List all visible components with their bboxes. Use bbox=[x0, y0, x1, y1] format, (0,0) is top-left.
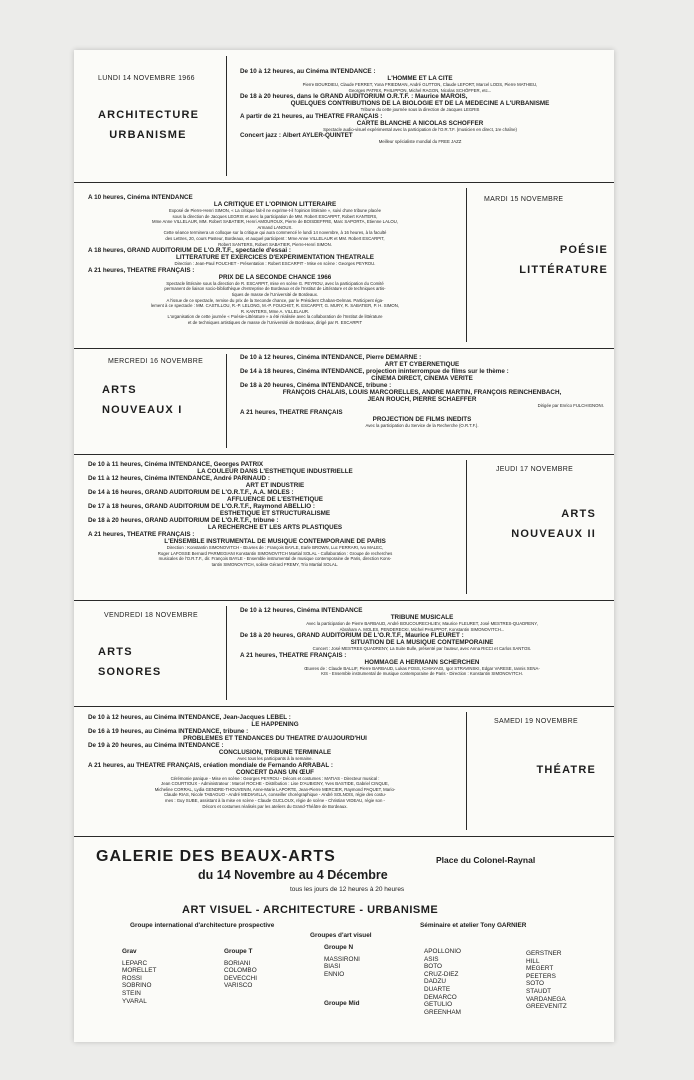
day-program bbox=[88, 194, 462, 326]
group-grav bbox=[122, 948, 156, 1005]
day-program bbox=[240, 607, 604, 677]
artist-name: DADZU bbox=[424, 978, 447, 986]
program-time-line: De 10 à 11 heures, Cinéma INTENDANCE, Georges PATRIX bbox=[88, 461, 264, 468]
program-details: Direction : Jean-Paul FOUCHET - Présentation : Robert ESCARPIT - Mise en scène : Georges PEYROU. bbox=[174, 261, 376, 267]
group-name: Groupe Mid bbox=[324, 1000, 360, 1007]
program-time-line: A 21 heures, au THEATRE FRANÇAIS, création mondiale de Fernando ARRABAL : bbox=[88, 761, 333, 769]
program-time-line: De 10 à 12 heures, au Cinéma INTENDANCE : bbox=[240, 68, 376, 75]
day-date: JEUDI 17 NOVEMBRE bbox=[496, 466, 574, 473]
column-divider bbox=[226, 56, 227, 176]
group-member: VARISCO bbox=[224, 982, 253, 990]
day-tuesday bbox=[74, 182, 614, 349]
artist-name: APOLLONIO bbox=[424, 948, 461, 955]
program-time-line: De 19 à 20 heures, au Cinéma INTENDANCE : bbox=[88, 742, 224, 749]
program-time-line: De 11 à 12 heures, Cinéma INTENDANCE, André PARINAUD : bbox=[88, 475, 270, 482]
program-event-title: QUELQUES CONTRIBUTIONS DE LA BIOLOGIE ET DE LA MEDECINE A L'URBANISME bbox=[290, 100, 550, 108]
program-details: Robert SANTERS, Robert SABATIER, Pierre-Henri SIMON. bbox=[218, 241, 332, 247]
day-date: MARDI 15 NOVEMBRE bbox=[484, 196, 564, 203]
program-details: A l'issue de ce spectacle, remise du prix de la Seconde chance, par le Président Chaban-Delmas. Participent éga- bbox=[166, 297, 384, 303]
day-title-line: SONORES bbox=[98, 666, 162, 678]
program-details: Abraham A. MOLES, PENDERECKI, Michel PHILIPPOT, Konstantin SIMONOVITCH... bbox=[339, 626, 505, 632]
day-friday bbox=[74, 600, 614, 707]
program-details: Meilleur spécialiste mondial du FREE JAZZ bbox=[378, 139, 462, 145]
program-note: Dirigée par Enrico FULCHIGNONI. bbox=[537, 403, 604, 408]
artist-name: ASIS bbox=[424, 955, 439, 963]
artist-name: DUARTE bbox=[424, 985, 451, 993]
program-details: Spectacle audio-visuel expérimental avec la participation de l'O.R.T.F. (musicien en direct, 1re chaîne) bbox=[323, 126, 517, 132]
day-title-line: LITTÉRATURE bbox=[519, 264, 608, 276]
program-time-line: De 10 à 12 heures, Cinéma INTENDANCE bbox=[240, 607, 363, 614]
day-wednesday bbox=[74, 348, 614, 455]
gallery-hours: tous les jours de 12 heures à 20 heures bbox=[290, 886, 405, 893]
gallery-theme: ART VISUEL - ARCHITECTURE - URBANISME bbox=[182, 904, 439, 916]
program-details: Mme Anne VILLELAUR, MM. Robert SABATIER, Henri AMOUROUX, Pierre de BOISDEFFRE, Marc SAPORTA, Etienne LALOU, bbox=[152, 219, 398, 225]
program-details: Avec la participation de Pierre BARBAUD, André BOUCOURECHLIEV, Maurice FLEURET, José MESTRES-QUADRENY, bbox=[306, 621, 538, 626]
program-time-line: De 18 à 20 heures, Cinéma INTENDANCE, tribune : bbox=[240, 382, 392, 389]
program-time-line: De 10 à 12 heures, Cinéma INTENDANCE, Pierre DEMARNE : bbox=[240, 354, 422, 361]
program-details: Avec la participation du Service de la Recherche (O.R.T.F.). bbox=[365, 422, 479, 428]
program-event-title: CONCERT DANS UN ŒUF bbox=[235, 768, 314, 776]
day-title-line: ARTS bbox=[98, 646, 133, 658]
group-name: Groupe N bbox=[324, 944, 354, 951]
artist-name: STAUDT bbox=[526, 987, 552, 995]
group-member: DEVECCHI bbox=[224, 974, 258, 982]
group-member: MORELLET bbox=[122, 967, 157, 975]
column-divider bbox=[466, 460, 467, 594]
day-title-line: NOUVEAUX II bbox=[511, 528, 596, 540]
group-name: Groupe T bbox=[224, 948, 253, 955]
program-details: Micheline CORRAL, Lydia GENDRE-THOUVENIN, Anne-Marie LAPORTE, Jean-Pierre MERCIER, Raymond PAQUET, Mario- bbox=[154, 786, 396, 792]
program-details: Roger LAFOSSE Bernard PARMEGIANI Konstantin SIMONOVITCH Martial SOLAL - Collaboration : Groupe de recherches bbox=[157, 550, 393, 556]
program-event-title: FRANÇOIS CHALAIS, LOUIS MARCORELLES, ANDRE MARTIN, FRANÇOIS REINCHENBACH, bbox=[282, 389, 562, 396]
group-member: ROSSI bbox=[122, 974, 142, 982]
group-member: LEPARC bbox=[122, 959, 148, 967]
groups-heading: Groupes d'art visuel bbox=[310, 932, 372, 939]
program-details: Œuvres de : Claude BALLIF, Pierre BARBAUD, Lukas FOSS, ICHIAYAGI, Igor STRAVINSKI, Edgar VARESE, Iannis XENA- bbox=[304, 665, 540, 671]
program-event-title: LA RECHERCHE ET LES ARTS PLASTIQUES bbox=[207, 524, 343, 531]
day-title-line: URBANISME bbox=[109, 129, 187, 141]
program-details: Georges PATRIX, PHILIPPON, Michel RAGON, Nicolas SCHÖFFER, etc... bbox=[348, 87, 492, 93]
artist-name: MEGERT bbox=[526, 965, 554, 973]
group-member: MASSIRONI bbox=[324, 955, 360, 963]
program-event-title: LITTÉRATURE ET EXERCICES D'EXPÉRIMENTATION THÉATRALE bbox=[176, 254, 374, 262]
group-member: SOBRINO bbox=[122, 982, 152, 990]
program-time-line: A 21 heures, THEATRE FRANÇAIS bbox=[240, 408, 343, 416]
program-details: Décors et costumes réalisés par les ateliers du Grand-Théâtre de Bordeaux. bbox=[202, 803, 348, 809]
group-n bbox=[324, 944, 360, 978]
day-program bbox=[88, 714, 462, 809]
program-details: L'organisation de cette journée « Poésie-Littérature » a été réalisée avec la collaboration de l'Institut de littérature bbox=[167, 314, 383, 320]
artist-name: PEETERS bbox=[526, 972, 556, 980]
program-details: Armand LANOUX. bbox=[257, 224, 293, 230]
program-time-line: A partir de 21 heures, au THEATRE FRANÇAIS : bbox=[240, 112, 383, 120]
day-title-line: ARCHITECTURE bbox=[98, 109, 200, 121]
artist-name: CRUZ-DIEZ bbox=[424, 970, 459, 978]
gallery-subtitle-right: Séminaire et atelier Tony GARNIER bbox=[420, 922, 527, 929]
program-time-line: De 18 à 20 heures, GRAND AUDITORIUM DE L'O.R.T.F., Maurice FLEURET : bbox=[240, 632, 464, 640]
artist-name: HILL bbox=[526, 957, 540, 965]
gallery-name: GALERIE DES BEAUX-ARTS bbox=[96, 848, 336, 865]
gallery-place: Place du Colonel-Raynal bbox=[436, 855, 536, 865]
gallery-section bbox=[74, 838, 614, 1042]
program-event-title: ESTHETIQUE ET STRUCTURALISME bbox=[219, 510, 331, 517]
program-event-title: PROBLEMES ET TENDANCES DU THEATRE D'AUJOURD'HUI bbox=[183, 735, 367, 742]
day-monday bbox=[74, 50, 614, 183]
group-mid bbox=[324, 1000, 360, 1008]
program-event-title: CINEMA DIRECT, CINEMA VERITE bbox=[371, 375, 473, 382]
program-time-line: A 10 heures, Cinéma INTENDANCE bbox=[88, 194, 193, 201]
program-time-line: A 18 heures, GRAND AUDITORIUM DE L'O.R.T.F., spectacle d'essai : bbox=[88, 247, 291, 255]
program-event-title: L'HOMME ET LA CITE bbox=[387, 75, 453, 82]
program-details: Cérémonie panique - Mise en scène : Georges PEYROU - Décors et costumes : MATIAS - Directeur musical : bbox=[170, 775, 380, 781]
day-title-line: ARTS bbox=[102, 384, 137, 396]
day-saturday bbox=[74, 706, 614, 837]
artist-list-b bbox=[526, 950, 567, 1011]
program-event-title: L'ENSEMBLE INSTRUMENTAL DE MUSIQUE CONTEMPORAINE DE PARIS bbox=[164, 538, 386, 545]
day-title-line: POÉSIE bbox=[559, 244, 608, 256]
program-event-title: LA COULEUR DANS L'ESTHETIQUE INDUSTRIELLE bbox=[197, 468, 353, 475]
program-event-title: PROJECTION DE FILMS INEDITS bbox=[372, 415, 472, 423]
program-event-title: HOMMAGE A HERMANN SCHERCHEN bbox=[364, 658, 480, 666]
program-details: Spectacle littéraire sous la direction de R. ESCARPIT, mise en scène G. PEYROU, avec la participation du Comité bbox=[166, 280, 384, 286]
program-details: et de techniques artistiques de masse de l'Université de Bordeaux, dirigé par R. ESCARPIT bbox=[187, 319, 363, 325]
program-details: lement à ce spectacle : MM. CASTILLOU, R.-P. LELONG, M.-P. FOUCHET, R. ESCARPIT, G. MURY, R. SABATIER, P. H. SIMON, bbox=[150, 303, 400, 309]
program-details: R. KANTERS, Mme A. VILLELAUR. bbox=[240, 308, 310, 314]
group-member: YVARAL bbox=[122, 997, 147, 1005]
program-time-line: De 16 à 19 heures, au Cinéma INTENDANCE, tribune : bbox=[88, 728, 249, 735]
day-program bbox=[240, 68, 600, 145]
program-event-title: CONCLUSION, TRIBUNE TERMINALE bbox=[218, 749, 332, 756]
program-details: musicales de l'O.R.T.F., dir. François BAYLE - Ensemble instrumental de musique contemporaine de Paris, direction Kons- bbox=[158, 556, 392, 562]
program-details: Concert : José MESTRES QUADRENY, La Suite Bulle, présenté par l'auteur, avec Anna RICCI et Carlos SANTOS. bbox=[312, 646, 532, 652]
column-divider bbox=[226, 354, 227, 448]
program-details: Cette séance terminera un colloque sur la critique qui aura commencé le lundi 14 novembre, à 16 heures, à la faculté bbox=[163, 230, 387, 236]
day-date: LUNDI 14 NOVEMBRE 1966 bbox=[98, 75, 195, 82]
program-event-title: LA CRITIQUE ET L'OPINION LITTERAIRE bbox=[213, 201, 337, 208]
artist-name: SOTO bbox=[526, 980, 544, 988]
artist-name: GETULIO bbox=[424, 1001, 453, 1009]
program-time-line: De 14 à 16 heures, GRAND AUDITORIUM DE L'O.R.T.F., A.A. MOLES : bbox=[88, 489, 294, 496]
program-event-title: ART ET CYBERNETIQUE bbox=[384, 361, 460, 368]
program-time-line: De 18 à 20 heures, GRAND AUDITORIUM DE L'O.R.T.F., tribune : bbox=[88, 517, 279, 524]
artist-name: DEMARCO bbox=[424, 993, 457, 1001]
program-details: tiques de masse de l'Université de Bordeaux. bbox=[231, 291, 319, 297]
program-details: Jean COURTIOUX - Administrateur : Marcel ROCHE - Distribution : Lise D'AUBIGNY, Yves BASTIDE, Gabriel CINQUE, bbox=[161, 781, 389, 787]
program-details: sous la direction de Jacques LEGRIS et avec la participation de MM. Robert ESCARPIT, Robert KANTERS, bbox=[172, 213, 378, 219]
program-event-title: PRIX DE LA SECONDE CHANCE 1966 bbox=[218, 273, 332, 281]
program-time-line: De 17 à 18 heures, GRAND AUDITORIUM DE L'O.R.T.F., Raymond ABELLIO : bbox=[88, 503, 315, 510]
program-event-title: ART ET INDUSTRIE bbox=[245, 482, 305, 489]
day-date: SAMEDI 19 NOVEMBRE bbox=[494, 718, 578, 725]
program-event-title: JEAN ROUCH, PIERRE SCHAEFFER bbox=[367, 396, 477, 403]
program-sheet bbox=[74, 50, 614, 1042]
program-details: des Lettres, 20, cours Pasteur, Bordeaux, et auquel participent : Mme Anne VILLELAUR et MM. Robert ESCARPIT, bbox=[165, 235, 385, 241]
day-title-line: ARTS bbox=[561, 508, 596, 520]
program-time-line: De 14 à 18 heures, Cinéma INTENDANCE, projection ininterrompue de films sur le thème : bbox=[240, 368, 509, 375]
day-program bbox=[240, 354, 604, 428]
program-time-line: A 21 heures, THEATRE FRANÇAIS : bbox=[88, 531, 195, 538]
program-time-line: A 21 heures, THEATRE FRANÇAIS : bbox=[240, 651, 347, 659]
program-event-title: CARTE BLANCHE A NICOLAS SCHÖFFER bbox=[356, 119, 484, 127]
program-details: KIS - Ensemble instrumental de musique contemporaine de Paris - Direction : Konstantin SIMONOVITCH. bbox=[321, 671, 523, 677]
artist-name: GREENHAM bbox=[424, 1008, 461, 1016]
column-divider bbox=[226, 606, 227, 700]
day-thursday bbox=[74, 454, 614, 601]
day-title bbox=[102, 380, 182, 420]
group-t bbox=[224, 948, 257, 990]
group-member: BORIANI bbox=[224, 959, 251, 967]
gallery-subtitle-left: Groupe international d'architecture prospective bbox=[130, 922, 275, 929]
artist-name: GERSTNER bbox=[526, 950, 562, 957]
column-divider bbox=[466, 712, 467, 830]
program-event-title: LE HAPPENING bbox=[251, 721, 299, 728]
day-title bbox=[474, 760, 596, 780]
day-title bbox=[98, 105, 198, 145]
day-date: VENDREDI 18 NOVEMBRE bbox=[104, 612, 198, 619]
program-time-line: De 18 à 20 heures, dans le GRAND AUDITORIUM O.R.T.F. : Maurice MAROIS, bbox=[240, 93, 468, 101]
program-event-title: SITUATION DE LA MUSIQUE CONTEMPORAINE bbox=[350, 639, 494, 647]
program-time-line: A 21 heures, THEATRE FRANÇAIS : bbox=[88, 266, 195, 274]
column-divider bbox=[466, 188, 467, 342]
artist-name: BOTO bbox=[424, 963, 442, 971]
program-details: Claude RIAS, Nicole TABAGUO - André MEDIAVILLA, conseiller chorégraphique - André SOLNOIS, régie des costu- bbox=[163, 792, 387, 798]
artist-list-a bbox=[424, 948, 461, 1016]
gallery-dates: du 14 Novembre au 4 Décembre bbox=[198, 868, 388, 882]
program-time-line: Concert jazz : Albert AYLER-QUINTET bbox=[240, 132, 353, 140]
program-event-title: TRIBUNE MUSICALE bbox=[390, 614, 454, 621]
group-member: COLOMBO bbox=[224, 967, 257, 975]
group-member: BIASI bbox=[324, 963, 341, 971]
program-details: permanent de liaison socio-bibliothèque d'entreprise de Bordeaux et de l'Institut de Littérature et de techniques artis- bbox=[164, 286, 386, 292]
group-member: STEIN bbox=[122, 989, 141, 997]
artist-name: GREEVENITZ bbox=[526, 1003, 567, 1011]
program-details: Exposé de Pierre-Henri SIMON, « La critique fait-il ne exprime-t-il l'opinion littéraire », suivi d'une tribune placée bbox=[168, 208, 382, 213]
program-event-title: AFFLUENCE DE L'ESTHETIQUE bbox=[227, 496, 323, 503]
program-details: Pierre BOURDIEU, Claude FERRET, Yona FRIEDMAN, André GUTTON, Claude LEFORT, Marcel LODS, Pierre MATHIEU, bbox=[302, 82, 538, 87]
program-details: tantin SIMONOVITCH, soliste Gérard FREMY, Trio Martial SOLAL. bbox=[211, 561, 339, 567]
program-time-line: De 10 à 12 heures, au Cinéma INTENDANCE, Jean-Jacques LEBEL : bbox=[88, 714, 291, 721]
day-title-line: NOUVEAUX I bbox=[102, 404, 183, 416]
day-program bbox=[88, 461, 462, 567]
program-details: Avec tous les participants à la semaine. bbox=[237, 756, 313, 761]
day-title bbox=[98, 642, 161, 682]
program-details: Direction : Konstantin SIMONOVITCH - Œuvres de : François BAYLE, Earle BROWN, Luc FERRARI, Ivo MALEC, bbox=[166, 545, 384, 550]
program-details: Tribune du cette journée sous la direction de Jacques LEGRIS bbox=[360, 107, 480, 113]
group-name: Grav bbox=[122, 948, 137, 955]
group-member: ENNIO bbox=[324, 970, 345, 978]
day-title bbox=[474, 504, 596, 544]
day-title-line: THÉATRE bbox=[536, 764, 596, 776]
artist-name: VARDANEGA bbox=[526, 995, 566, 1003]
program-details: mes : Guy SUBE, assistant à la mise en scène - Claude GUCLOUX, régie de scène - Christian VIDEAU, régie son - bbox=[165, 797, 385, 803]
day-title bbox=[474, 240, 608, 280]
day-date: MERCREDI 16 NOVEMBRE bbox=[108, 358, 204, 365]
